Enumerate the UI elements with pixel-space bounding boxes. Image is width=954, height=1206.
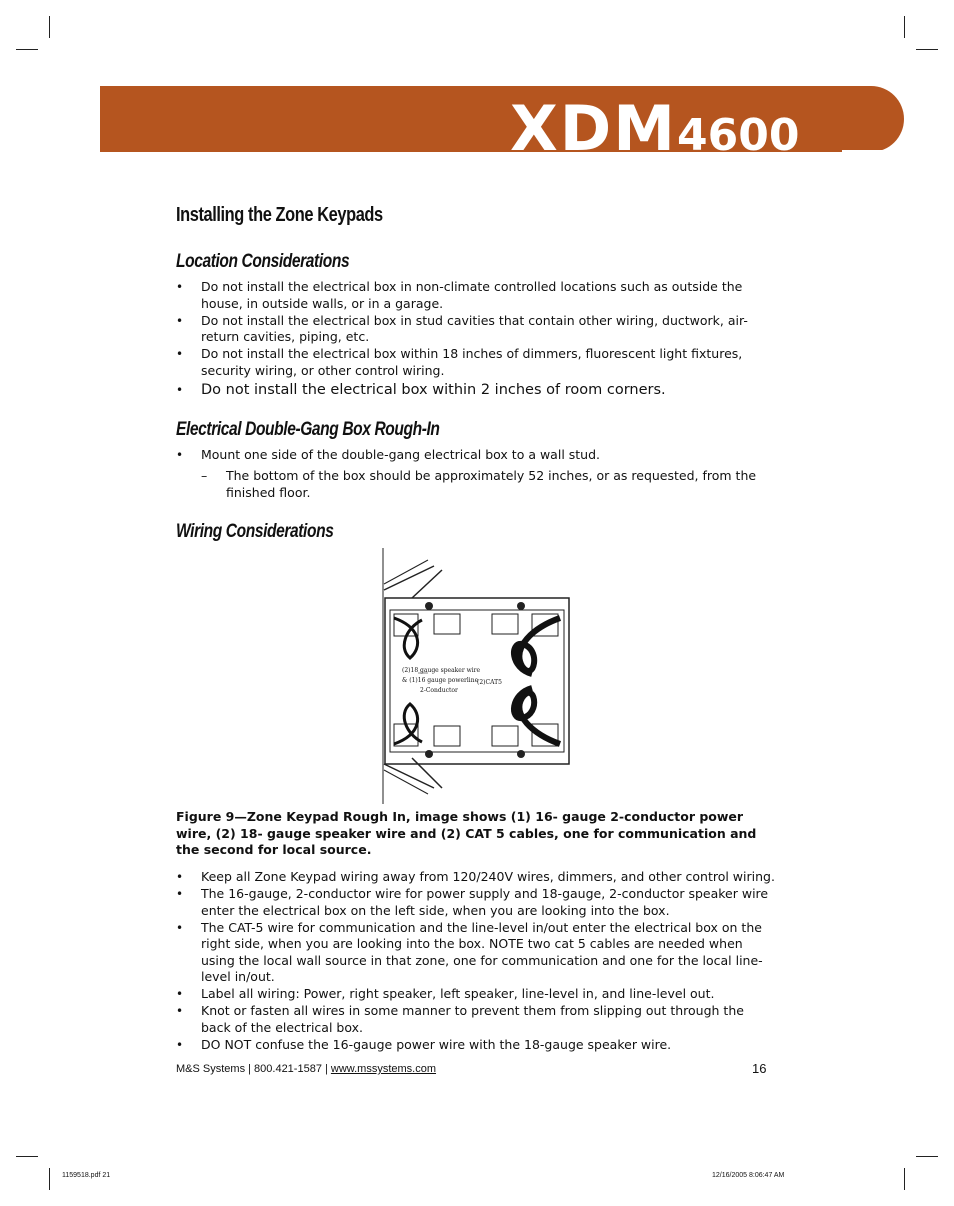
location-list — [176, 279, 776, 400]
wiring-list — [176, 869, 776, 1054]
page-number: 16 — [752, 1061, 767, 1076]
product-logo — [510, 92, 799, 165]
logo-number: 4600 — [676, 110, 800, 161]
list-item: • The CAT-5 wire for communication and the line-level in/out enter the electrical box on the right side, when you are looking into the box. NOTE two cat 5 cables are needed when using the local wall source in that zone, one for communication and one for the local line-level in/out. — [176, 920, 776, 986]
print-slug-file: 1159518.pdf 21 — [62, 1172, 111, 1179]
footer-contact — [176, 1063, 436, 1075]
list-item: • Knot or fasten all wires in some manner to prevent them from slipping out through the back of the electrical box. — [176, 1003, 776, 1036]
crop-mark — [49, 1168, 50, 1190]
list-item: • Mount one side of the double-gang electrical box to a wall stud. — [176, 447, 776, 464]
figure-label-left-2: & (1)16 gauge powerline — [402, 677, 479, 684]
section-heading-location: Location Considerations — [176, 251, 350, 272]
page-title: Installing the Zone Keypads — [176, 204, 383, 226]
footer-company: M&S Systems | 800.421-1587 | — [176, 1063, 331, 1075]
figure-label-left-3: 2-Conductor — [420, 687, 458, 694]
crop-mark — [916, 1156, 938, 1157]
roughin-list — [176, 447, 776, 464]
list-item: • Do not install the electrical box within 2 inches of room corners. — [176, 380, 776, 400]
list-item: • Do not install the electrical box within 18 inches of dimmers, fluorescent light fixtures, security wiring, or other control wiring. — [176, 346, 776, 379]
list-item: • Label all wiring: Power, right speaker, left speaker, line-level in, and line-level out. — [176, 986, 776, 1003]
crop-mark — [16, 49, 38, 50]
crop-mark — [16, 1156, 38, 1157]
list-item: • Do not install the electrical box in stud cavities that contain other wiring, ductwork, air-return cavities, piping, etc. — [176, 313, 776, 346]
list-item: • Do not install the electrical box in non-climate controlled locations such as outside the house, in outside walls, or in a garage. — [176, 279, 776, 312]
crop-mark — [49, 16, 50, 38]
website-link[interactable]: www.mssystems.com — [330, 1063, 437, 1075]
list-item: • The 16-gauge, 2-conductor wire for power supply and 18-gauge, 2-conductor speaker wire enter the electrical box on the left side, when you are looking into the box. — [176, 886, 776, 919]
sub-list-item: – The bottom of the box should be approximately 52 inches, or as requested, from the finished floor. — [201, 468, 796, 501]
list-item: • DO NOT confuse the 16-gauge power wire with the 18-gauge speaker wire. — [176, 1037, 776, 1054]
figure-label-right: (2)CAT5 — [477, 679, 502, 686]
print-slug-timestamp: 12/16/2005 8:06:47 AM — [712, 1172, 785, 1179]
list-item: • Keep all Zone Keypad wiring away from 120/240V wires, dimmers, and other control wiring. — [176, 869, 776, 886]
crop-mark — [904, 1168, 905, 1190]
section-heading-roughin: Electrical Double-Gang Box Rough-In — [176, 419, 440, 440]
figure-caption: Figure 9—Zone Keypad Rough In, image shows (1) 16- gauge 2-conductor power wire, (2) 18- gauge speaker wire and (2) CAT 5 cables, one for communication and the second for local source. — [176, 809, 757, 857]
figure-label-left-1: (2)18 gauge speaker wire — [402, 667, 481, 674]
crop-mark — [916, 49, 938, 50]
logo-letters: XDM — [510, 92, 677, 165]
section-heading-wiring: Wiring Considerations — [176, 521, 334, 542]
crop-mark — [904, 16, 905, 38]
keypad-rough-in-figure — [382, 548, 572, 804]
banner-notch — [842, 150, 912, 156]
